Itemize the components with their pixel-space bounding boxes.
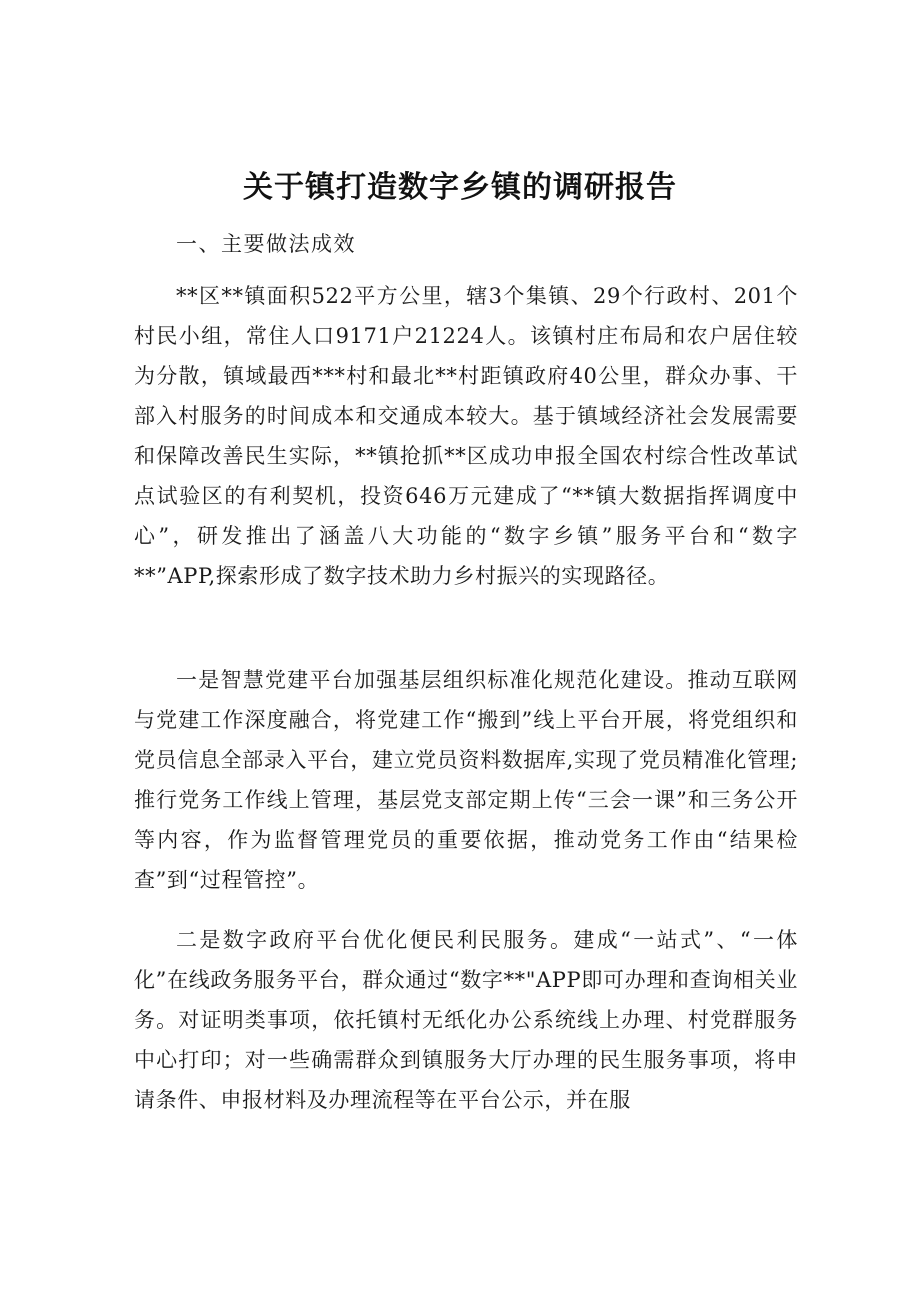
paragraph-text: **区**镇面积522平方公里，辖3个集镇、29个行政村、201个村民小组，常住人口9171户21224人。该镇村庄布局和农户居住较为分散，镇域最西***村和最北**村距镇政府40公里，群众办事、干部入村服务的时间成本和交通成本较大。基于镇域经济社会发展需要和保障改善民生实际，**镇抢抓**区成功申报全国农村综合性改革试点试验区的有利契机，投资646万元建成了“**镇大数据指挥调度中心”，研发推出了涵盖八大功能的“数字乡镇”服务平台和“数字**”APP,探索形成了数字技术助力乡村振兴的实现路径。 — [134, 284, 798, 588]
document-title: 关于镇打造数字乡镇的调研报告 — [243, 170, 677, 205]
paragraph-overview — [134, 276, 798, 596]
paragraph-digital-government — [134, 920, 798, 1120]
paragraph-text: 一是智慧党建平台加强基层组织标准化规范化建设。推动互联网与党建工作深度融合，将党建工作“搬到”线上平台开展，将党组织和党员信息全部录入平台，建立党员资料数据库,实现了党员精准化管理;推行党务工作线上管理，基层党支部定期上传“三会一课”和三务公开等内容，作为监督管理党员的重要依据，推动党务工作由“结果检查”到“过程管控”。 — [134, 668, 798, 892]
paragraph-smart-party-building — [134, 660, 798, 900]
paragraph-text: 二是数字政府平台优化便民利民服务。建成“一站式”、“一体化”在线政务服务平台，群众通过“数字**"APP即可办理和查询相关业务。对证明类事项，依托镇村无纸化办公系统线上办理、村党群服务中心打印；对一些确需群众到镇服务大厅办理的民生服务事项，将申请条件、申报材料及办理流程等在平台公示，并在服 — [134, 928, 798, 1112]
section-heading: 一、主要做法成效 — [176, 232, 356, 256]
